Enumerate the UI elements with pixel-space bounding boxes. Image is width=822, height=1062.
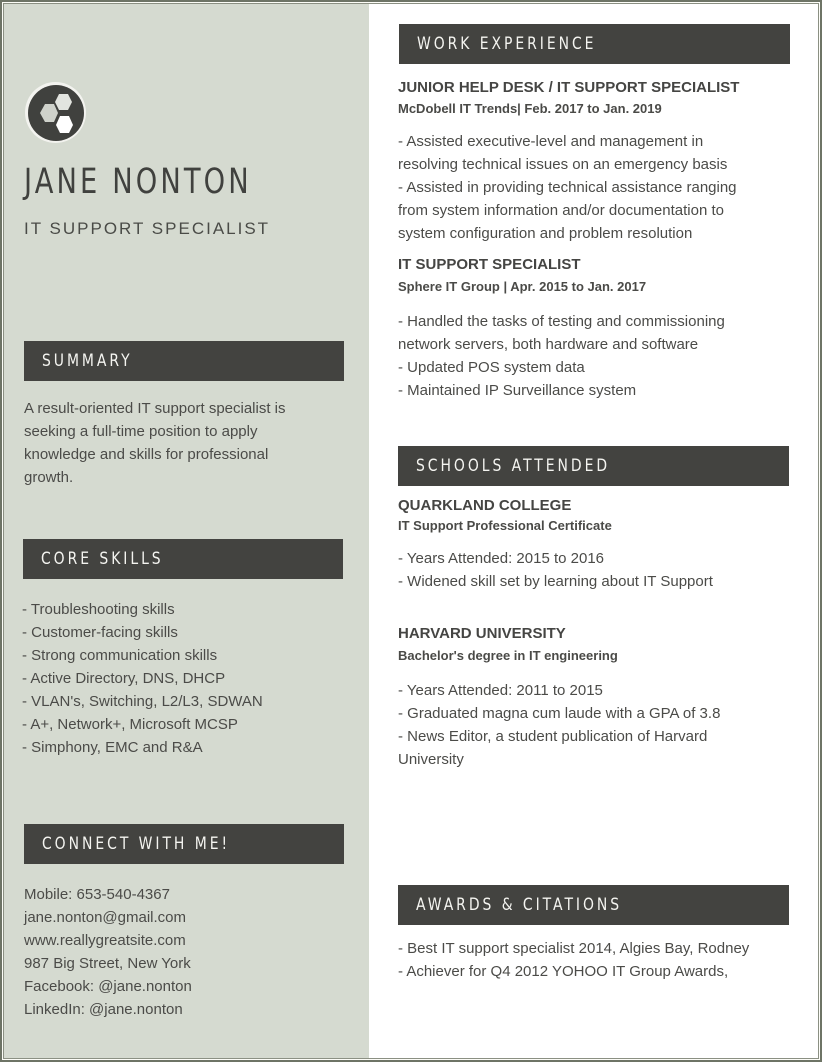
- job-line: resolving technical issues on an emergency basis: [398, 156, 728, 173]
- hexagon-cluster-svg: [28, 85, 84, 141]
- job-line: from system information and/or documentation to: [398, 202, 724, 219]
- job-line: - Maintained IP Surveillance system: [398, 382, 637, 399]
- school-line: - Years Attended: 2011 to 2015: [398, 682, 603, 699]
- awards-list: [398, 937, 749, 983]
- school-name: HARVARD UNIVERSITY: [398, 625, 566, 642]
- contact-list: [24, 883, 192, 1021]
- hexagon-cluster-icon: [28, 85, 84, 141]
- skill-item: - Strong communication skills: [22, 647, 218, 664]
- skill-item: - Troubleshooting skills: [22, 601, 175, 618]
- job-line: system configuration and problem resolution: [398, 225, 693, 242]
- contact-email[interactable]: jane.nonton@gmail.com: [24, 909, 186, 926]
- summary-line: seeking a full-time position to apply: [24, 423, 258, 440]
- summary-heading: SUMMARY: [42, 351, 133, 371]
- summary-line: A result-oriented IT support specialist is: [24, 400, 286, 417]
- work-experience-heading: WORK EXPERIENCE: [417, 34, 597, 54]
- school-details: [398, 547, 713, 593]
- job-line: - Updated POS system data: [398, 359, 585, 376]
- school-line: - Years Attended: 2015 to 2016: [398, 550, 605, 567]
- award-item: - Achiever for Q4 2012 YOHOO IT Group Awards,: [398, 963, 729, 980]
- school-degree: IT Support Professional Certificate: [398, 518, 612, 533]
- award-item: - Best IT support specialist 2014, Algies Bay, Rodney: [398, 940, 750, 957]
- job-line: - Handled the tasks of testing and commissioning: [398, 313, 725, 330]
- core-skills-list: [22, 598, 263, 759]
- job-line: - Assisted in providing technical assistance ranging: [398, 179, 737, 196]
- job-title: JUNIOR HELP DESK / IT SUPPORT SPECIALIST: [398, 79, 740, 96]
- connect-header: [24, 824, 344, 864]
- work-experience-header: [399, 24, 790, 64]
- summary-line: knowledge and skills for professional: [24, 446, 269, 463]
- job-description: [398, 310, 725, 402]
- connect-heading: CONNECT WITH ME!: [42, 834, 231, 854]
- job-line: - Assisted executive-level and management in: [398, 133, 704, 150]
- schools-heading: SCHOOLS ATTENDED: [416, 456, 611, 476]
- school-line: - News Editor, a student publication of Harvard: [398, 728, 708, 745]
- summary-line: growth.: [24, 469, 74, 486]
- job-subtitle: Sphere IT Group | Apr. 2015 to Jan. 2017: [398, 279, 647, 294]
- job-title: IT SUPPORT SPECIALIST: [398, 256, 581, 273]
- job-description: [398, 130, 737, 245]
- school-degree: Bachelor's degree in IT engineering: [398, 648, 618, 663]
- summary-header: [24, 341, 344, 381]
- core-skills-header: [23, 539, 343, 579]
- skill-item: - Customer-facing skills: [22, 624, 178, 641]
- skill-item: - Simphony, EMC and R&A: [22, 739, 203, 756]
- contact-mobile: Mobile: 653-540-4367: [24, 886, 170, 903]
- school-name: QUARKLAND COLLEGE: [398, 497, 572, 514]
- candidate-name: JANE NONTON: [24, 162, 252, 202]
- job-line: network servers, both hardware and software: [398, 336, 699, 353]
- school-details: [398, 679, 720, 771]
- school-line: - Widened skill set by learning about IT Support: [398, 573, 713, 590]
- schools-header: [398, 446, 789, 486]
- school-line: University: [398, 751, 464, 768]
- skill-item: - A+, Network+, Microsoft MCSP: [22, 716, 238, 733]
- skill-item: - Active Directory, DNS, DHCP: [22, 670, 226, 687]
- contact-linkedin: LinkedIn: @jane.nonton: [24, 1001, 183, 1018]
- contact-website[interactable]: www.reallygreatsite.com: [24, 932, 186, 949]
- summary-text: [24, 397, 286, 489]
- skill-item: - VLAN's, Switching, L2/L3, SDWAN: [22, 693, 263, 710]
- candidate-role: IT SUPPORT SPECIALIST: [24, 219, 271, 238]
- awards-heading: AWARDS & CITATIONS: [416, 895, 623, 915]
- job-subtitle: McDobell IT Trends| Feb. 2017 to Jan. 2019: [398, 101, 662, 116]
- logo: [25, 82, 86, 143]
- school-line: - Graduated magna cum laude with a GPA of 3.8: [398, 705, 721, 722]
- awards-header: [398, 885, 789, 925]
- contact-address: 987 Big Street, New York: [24, 955, 191, 972]
- contact-facebook: Facebook: @jane.nonton: [24, 978, 192, 995]
- core-skills-heading: CORE SKILLS: [41, 549, 164, 569]
